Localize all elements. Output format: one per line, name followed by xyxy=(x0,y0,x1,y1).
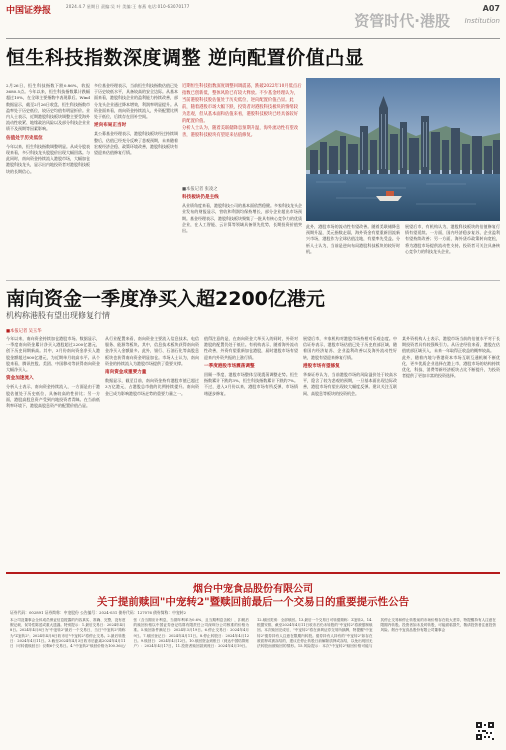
second-deck: 机构称港股有望出现修复行情 xyxy=(6,311,110,320)
story2-column-1 xyxy=(6,336,100,569)
story1-subhead-contrarian: 逆向布局正当时 xyxy=(94,123,127,129)
page-number: A07 xyxy=(482,4,500,13)
story1-column-5 xyxy=(405,224,500,276)
story1-col4-text: 此外，港股市场的流动性有望改善。随着美联储降息预期升温，美元指数走弱，海外资金有望重新回流新兴市场，港股作为全球估值洼地，有望率先受益。分析人士认为，当前是逆向布局港股科技板块的较好时机。 xyxy=(306,224,400,254)
story-divider xyxy=(6,280,500,281)
section-title: 资管时代·港股 xyxy=(354,12,450,30)
story2-subhead-inflow: 资金加速流入 xyxy=(6,376,34,382)
story2-col3-text: 值得注意的是，在南向资金大举买入的同时，外资对港股的配置仍处于低位。有机构表示，随着海外流动性改善，外资有望重新加仓港股，届时港股市场有望迎来内外资共振的上涨行情。 xyxy=(204,336,298,360)
header-divider xyxy=(6,38,500,39)
story2-col3-text-2: 回顾一季度，港股市场整体呈现震荡调整走势。恒生指数累计下跌约3%，恒生科技指数累计下跌约7%。不过，进入3月份以来，港股市场有所反弹，市场情绪逐步修复。 xyxy=(204,372,298,396)
story2-subhead-q1: 一季度港股市场震荡调整 xyxy=(204,363,255,369)
story2-subhead-force: 南向资金成重要力量 xyxy=(105,370,147,376)
main-headline: 恒生科技指数深度调整 逆向配置价值凸显 xyxy=(6,47,365,69)
story1-col1-text: 2月26日，恒生科技指数下跌0.86%，收报3680.5点。今年以来，恒生科技指数累计跌幅超过10%，在全球主要指数中表现靠后。Wind数据显示，截至2月26日收盘，恒生科技指数市盈率处于历史低位，较历史均值有明显折价。业内人士表示，近期港股科技板块调整主要受海外流动性收紧、地缘政治风险以及部分科技企业业绩不及预期等因素影响。 xyxy=(6,83,90,132)
story1-subhead-tech: 科技板块仍是主线 xyxy=(182,195,219,200)
story1-subhead-valuation: 估值处于历史低位 xyxy=(6,135,43,141)
story1-column-2 xyxy=(94,83,178,276)
story2-col2-text-2: 数据显示，截至目前，南向资金持有港股市值已超过3万亿港元，占港股总市值的比例持续提升。南向资金已成为影响港股市场走势的重要力量之一。 xyxy=(105,378,199,396)
story1-lead-text: 近期恒生科技指数深度调整回调震荡，跌破2022年10月低点后指数已创新低，整体风险已有较大释放。不少基金经理认为，当前港股科技股估值处于历史低位，逆向配置价值凸显。此前，随着港股市场大幅下跌，投资者对港股科技板块的情绪较为悲观，但从基本面和估值来看，港股科技板块已经具备较好的配置价值。 xyxy=(182,84,302,124)
story1-col5-text: 展望后市，有机构认为，港股科技板块的估值修复行情有望延续。一方面，国内经济稳步复苏，企业盈利有望持续改善；另一方面，海外货币政策转向宽松，将为港股市场提供流动性支持。投资者可关注具备核心竞争力的科技龙头企业。 xyxy=(405,224,500,254)
story2-col4-text: 展望后市，多家机构对港股市场持相对乐观态度。中信证券表示，港股市场估值已处于历史底部区域，随着国内经济复苏、企业盈利改善以及海外流动性好转，港股有望迎来修复行情。 xyxy=(303,336,397,360)
story2-column-3 xyxy=(204,336,298,569)
story2-column-2 xyxy=(105,336,199,569)
story2-column-5 xyxy=(402,336,500,569)
story1-byline: ■本报记者 张凌之 xyxy=(182,187,218,192)
story1-col2-text-2: 某公募基金经理表示，港股科技板块经过持续调整后，估值已经充分反映了悲观预期，未来随着宏观经济企稳、政策环境改善，港股科技板块有望迎来估值修复行情。 xyxy=(94,131,178,156)
second-headline: 南向资金一季度净买入超2200亿港元 xyxy=(6,288,325,310)
story1-col3-text: 从业绩角度来看，港股科技公司的基本面依然稳健。多家科技龙头企业发布的财报显示，营收和利润均保持增长，部分企业超出市场预期。基金经理表示，港股科技板块聚集了一批具有核心竞争力的优质企业，在人工智能、云计算等领域具备领先优势，长期投资价值突出。 xyxy=(182,203,302,234)
story2-subhead-outlook: 港股市场有望修复 xyxy=(303,363,340,369)
story2-col5-text: 某外资机构人士表示，港股市场当前的估值水平对于长期投资者具有较强吸引力。从历史经验来看，港股在估值底部区域买入，未来一年取得正收益的概率较高。 xyxy=(402,336,500,354)
story1-column-1 xyxy=(6,83,90,276)
story1-col2-text: 多位基金经理表示，当前恒生科技指数估值已处于历史较低水平，具备较高的安全边际。从基本面来看，港股科技企业的盈利能力持续改善，部分龙头企业通过降本增效，利润率明显提升。从资金面来看，南向资金持续流入，外资配置比例处于低位，后续存在回补空间。 xyxy=(94,83,178,120)
announcement-box xyxy=(6,572,500,746)
masthead xyxy=(0,0,506,40)
story1-column-3 xyxy=(182,192,302,276)
story2-col4-text-2: 华泰证券认为，当前港股市场的风险溢价处于较高水平，隐含了较为悲观的预期，一旦基本面出现边际改善，港股市场有望出现较大幅度反弹。建议关注互联网、高股息等板块的投资机会。 xyxy=(303,372,397,396)
announcement-securities-code: 证券代码：002891 证券简称：中宠股份 公告编号：2024-031 债券代码：127076 债券简称：中宠转2 xyxy=(10,610,186,615)
issue-meta: 2024.4.7 星期日 责编:吴 叶 美编:王 春燕 电话:010-63070177 xyxy=(66,4,190,9)
newspaper-logo: 中国证券报 xyxy=(6,6,52,16)
hong-kong-skyline-photo xyxy=(306,78,500,221)
story2-col1-text: 今年以来，南向资金持续加仓港股市场。数据显示，一季度南向资金累计净买入港股超过2200亿港元，创下历史同期新高。其中，3月份南向资金净买入港股金额超过800亿港元，为近期单月较高水平。从个股来看，腾讯控股、美团、中国移动等获得南向资金大幅净买入。 xyxy=(6,336,100,373)
story2-byline: ■本报记者 吴玉华 xyxy=(6,329,42,334)
story2-col2-text: 从行业配置来看，南向资金主要流入信息技术、电信服务、能源等板块。其中，信息技术板块获得南向资金净买入金额最多。此外，银行、石油石化等高股息板块也获得南向资金明显加仓。市场人士认为，南向资金的持续流入为港股市场提供了重要支撑。 xyxy=(105,336,199,366)
story1-column-4 xyxy=(306,224,400,276)
story2-col1-text-2: 分析人士表示，南向资金持续流入，一方面是由于港股估值处于历史低位，具备较高的性价比；另一方面，港股高股息资产受到内地投资者青睐。在当前低利率环境下，港股高股息资产的配置价值凸显。 xyxy=(6,384,100,409)
announcement-company: 烟台中宠食品股份有限公司 xyxy=(193,584,313,595)
section-subtitle: Institution xyxy=(464,17,500,25)
announcement-body: 本公司及董事会全体成员保证信息披露的内容真实、准确、完整，没有虚假记载、误导性陈述或重大遗漏。特别提示：1.最后交易日：2024年4月8日。2024年4月8日为"中宠转2"最后一个交易日，当日"中宠转2"简称为"Z宠转2"；2024年4月8日收市后"中宠转2"将停止交易。2.最后转股日：2024年4月11日。3.截至2024年4月3日收市后距离2024年4月11日（可转债赎回日）仅剩6个交易日。4."中宠转2"赎回价格为100.36元/张（含当期应计利息，当期年利率为0.6%，且当期利息含税），扣税后的赎回价格以中国证券登记结算有限责任公司深圳分公司核准的价格为准。5.赎回条件满足日：2024年3月19日。6.停止交易日：2024年4月9日。7.赎回登记日：2024年4月11日。8.停止转股日：2024年4月12日。9.赎回日：2024年4月12日。10.赎回资金到账日（到达中国结算账户）：2024年4月17日。11.投资者赎回款到账日：2024年4月19日。12.赎回类别：全部赎回。13.最后一个交易日可转债简称：Z宠转2。14.根据安排，截至2024年4月11日收市后仍未转股的"中宠转2"将被强制赎回。本次赎回完成后，"中宠转2"将在深圳证券交易所摘牌，特提醒"中宠转2"债券持有人注意在限期内转股。债券持有人持有的"中宠转2"如存在被质押或被冻结的，建议在停止转股日前解除质押或冻结，以免出现因无法转股而被赎回的情形。15.风险提示：本次"中宠转2"赎回价格可能与其停止交易和停止转股前的市场价格存在较大差异，特提醒持有人注意在限期内转股。投资者如未及时转股，可能面临损失，敬请投资者注意投资风险。烟台中宠食品股份有限公司董事会 xyxy=(10,618,496,649)
story1-col1-text-2: 今年以来，恒生科技指数调整明显。从成分股表现来看，多只科技龙头股股价出现大幅回落。与此同时，南向资金持续流入港股市场，大幅加仓港股科技龙头，显示出内地投资者对港股科技板块的长期信心。 xyxy=(6,143,90,174)
story1-lead xyxy=(182,83,302,139)
story2-column-4 xyxy=(303,336,397,569)
announcement-title: 关于提前赎回"中宠转2"暨赎回前最后一个交易日的重要提示性公告 xyxy=(96,596,410,608)
story1-lead-text-2: 分析人士认为，随着美联储降息预期升温，海外流动性有望改善，港股科技板块有望迎来估值修复。 xyxy=(182,126,299,138)
qr-code-icon xyxy=(476,722,494,740)
story2-col5-text-2: 此外，随着内地与香港资本市场互联互通机制不断优化，更多优质企业选择在港上市，港股市场的结构持续优化，科技、消费等新经济板块占比不断提升，为投资者提供了更加丰富的投资选择。 xyxy=(402,354,500,379)
